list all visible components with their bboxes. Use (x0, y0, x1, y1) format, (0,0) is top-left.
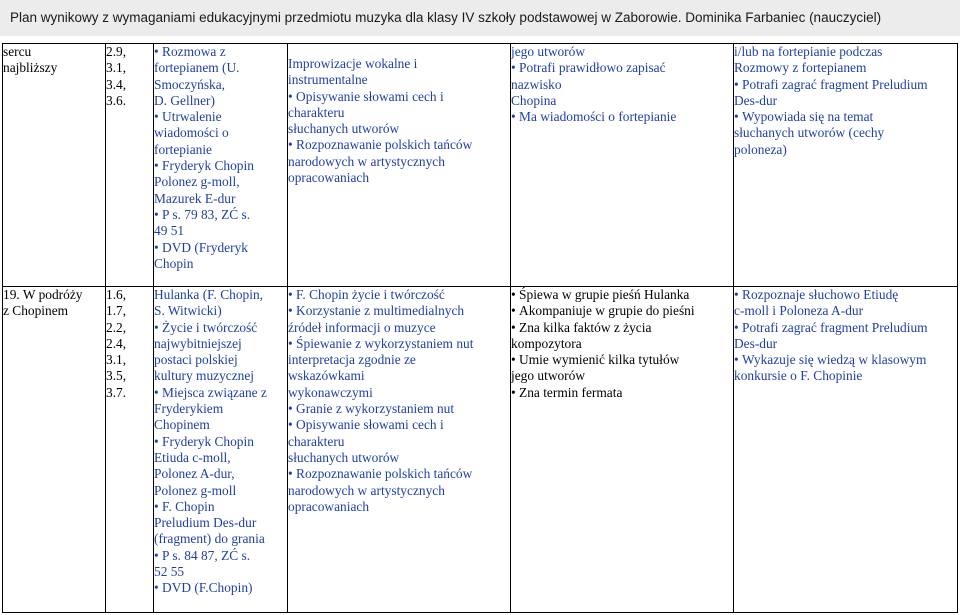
table-row (3, 44, 958, 287)
cell-text-line: Polonez g-moll (154, 482, 237, 498)
cell-text-line: Improwizacje wokalne i (288, 56, 418, 71)
bullet-item: • Wypowiada się na temat (734, 109, 957, 125)
cell-text-line: Chopinem (154, 417, 210, 433)
cell-text-line: Preludium Des-dur (154, 515, 257, 531)
cell-text-line: narodowych w artystycznych (288, 482, 445, 498)
cell-text-line: jego utworów (511, 44, 586, 59)
cell-text-line: 49 51 (154, 223, 185, 239)
cell-text-line: 2.4, (106, 335, 127, 351)
table-row (3, 287, 958, 613)
cell-text-line: sercu (3, 44, 32, 59)
bullet-item: • F. Chopin życie i twórczość (288, 287, 510, 303)
cell-text-line: Polonez g-moll, (154, 174, 240, 190)
cell-text-line: instrumentalne (288, 72, 368, 88)
cell-text-line: i/lub na fortepianie podczas (734, 44, 883, 59)
bullet-item: • Rozpoznaje słuchowo Etiudę (734, 287, 957, 303)
cell-text-line: 3.4, (106, 76, 127, 92)
bullet-item: • Potrafi zagrać fragment Preludium (734, 320, 957, 336)
bullet-item: • Potrafi zagrać fragment Preludium (734, 77, 957, 93)
cell-text-line: 1.7, (106, 303, 127, 319)
cell-text-line: 3.1, (106, 352, 127, 368)
cell-text-line: 2.2, (106, 319, 127, 335)
cell-text-line: charakteru (288, 433, 345, 449)
cell-text-line: słuchanych utworów (cechy (734, 125, 885, 141)
bullet-item: • P s. 79 83, ZĆ s. (154, 207, 287, 223)
bullet-item: • Miejsca związane z (154, 385, 287, 401)
bullet-item: • Korzystanie z multimedialnych (288, 303, 510, 319)
cell-text-line: Smoczyńska, (154, 76, 226, 92)
bullet-item: • Rozpoznawanie polskich tańców (288, 137, 510, 153)
bullet-item: • P s. 84 87, ZĆ s. (154, 548, 287, 564)
cell-text-line: kultury muzycznej (154, 368, 255, 384)
cell-text-line: fortepianem (U. (154, 60, 240, 76)
bullet-item: • Umie wymienić kilka tytułów (511, 352, 733, 368)
bullet-item: • Potrafi prawidłowo zapisać (511, 60, 733, 76)
cell-text-line: (fragment) do grania (154, 531, 265, 547)
cell-text-line: jego utworów (511, 368, 586, 384)
bullet-item: • Zna kilka faktów z życia (511, 320, 733, 336)
cell-text-line: 3.6. (106, 92, 127, 108)
bullet-item: • Rozmowa z (154, 44, 287, 60)
page-header (0, 0, 960, 36)
bullet-item: • F. Chopin (154, 499, 287, 515)
cell-text-line: D. Gellner) (154, 92, 215, 108)
cell-text-line: 52 55 (154, 564, 185, 580)
extended-requirements-cell (734, 44, 958, 287)
basic-requirements-cell (511, 287, 734, 613)
cell-text-line: najwybitniejszej (154, 335, 242, 351)
bullet-item: • Zna termin fermata (511, 385, 733, 401)
cell-text-line: Chopina (511, 92, 557, 108)
cell-text-line: c-moll i Poloneza A-dur (734, 303, 864, 319)
bullet-item: • Akompaniuje w grupie do pieśni (511, 303, 733, 319)
bullet-item: • Fryderyk Chopin (154, 158, 287, 174)
cell-text-line: charakteru (288, 104, 345, 120)
cell-text-line: S. Witwicki) (154, 303, 222, 319)
cell-text-line: kompozytora (511, 335, 582, 351)
bullet-item: • Opisywanie słowami cech i (288, 417, 510, 433)
cell-text-line: 3.7. (106, 384, 127, 400)
bullet-item: • Śpiewanie z wykorzystaniem nut (288, 336, 510, 352)
bullet-item: • Śpiewa w grupie pieśń Hulanka (511, 287, 733, 303)
cell-text-line: narodowych w artystycznych (288, 153, 445, 169)
cell-text-line: Des-dur (734, 335, 778, 351)
cell-text-line: nazwisko (511, 76, 562, 92)
cell-text-line: wykonawczymi (288, 384, 373, 400)
cell-text-line: interpretacja zgodnie ze (288, 352, 416, 368)
bullet-item: • Fryderyk Chopin (154, 434, 287, 450)
bullet-item: • Granie z wykorzystaniem nut (288, 401, 510, 417)
cell-text-line: wiadomości o (154, 125, 229, 141)
cell-text-line: Fryderykiem (154, 401, 224, 417)
cell-text-line: 3.5, (106, 368, 127, 384)
bullet-item: • Rozpoznawanie polskich tańców (288, 466, 510, 482)
cell-text-line: 19. W podróży (3, 287, 83, 302)
cell-text-line: opracowaniach (288, 498, 370, 514)
codes-cell (106, 287, 154, 613)
cell-text-line: Mazurek E-dur (154, 190, 236, 206)
cell-text-line: postaci polskiej (154, 352, 238, 368)
cell-text-line: fortepianie (154, 141, 212, 157)
bullet-item: • Utrwalenie (154, 109, 287, 125)
cell-text-line: Rozmowy z fortepianem (734, 60, 867, 76)
activities-cell (288, 44, 511, 287)
bullet-item: • DVD (F.Chopin) (154, 580, 287, 596)
bullet-item: • Opisywanie słowami cech i (288, 89, 510, 105)
topic-cell (3, 44, 106, 287)
cell-text-line: słuchanych utworów (288, 121, 400, 137)
cell-text-line: 3.1, (106, 60, 127, 76)
materials-cell (154, 44, 288, 287)
cell-text-line: poloneza) (734, 141, 787, 157)
cell-text-line: 1.6, (106, 287, 127, 302)
lesson-plan-table (2, 43, 958, 613)
cell-text-line: opracowaniach (288, 170, 370, 186)
cell-text-line: Hulanka (F. Chopin, (154, 287, 264, 302)
bullet-item: • Ma wiadomości o fortepianie (511, 109, 733, 125)
cell-text-line: wskazówkami (288, 368, 365, 384)
bullet-item: • Życie i twórczość (154, 320, 287, 336)
extended-requirements-cell (734, 287, 958, 613)
basic-requirements-cell (511, 44, 734, 287)
cell-text-line: Polonez A-dur, (154, 466, 235, 482)
cell-text-line: 2.9, (106, 44, 127, 59)
cell-text-line: konkursie o F. Chopinie (734, 368, 863, 384)
cell-text-line: słuchanych utworów (288, 449, 400, 465)
codes-cell (106, 44, 154, 287)
cell-text-line: z Chopinem (3, 303, 69, 319)
cell-text-line: źródeł informacji o muzyce (288, 319, 436, 335)
topic-cell (3, 287, 106, 613)
cell-text-line: Etiuda c-moll, (154, 449, 231, 465)
materials-cell (154, 287, 288, 613)
bullet-item: • Wykazuje się wiedzą w klasowym (734, 352, 957, 368)
cell-text-line: Chopin (154, 255, 194, 271)
activities-cell (288, 287, 511, 613)
cell-text-line: Des-dur (734, 92, 778, 108)
bullet-item: • DVD (Fryderyk (154, 240, 287, 256)
cell-text-line: najbliższy (3, 60, 58, 76)
page-title: Plan wynikowy z wymaganiami edukacyjnymi przedmiotu muzyka dla klasy IV szkoły podstawowej w Zaborowie. Dominika Farbaniec (nauczyciel) (10, 10, 882, 25)
